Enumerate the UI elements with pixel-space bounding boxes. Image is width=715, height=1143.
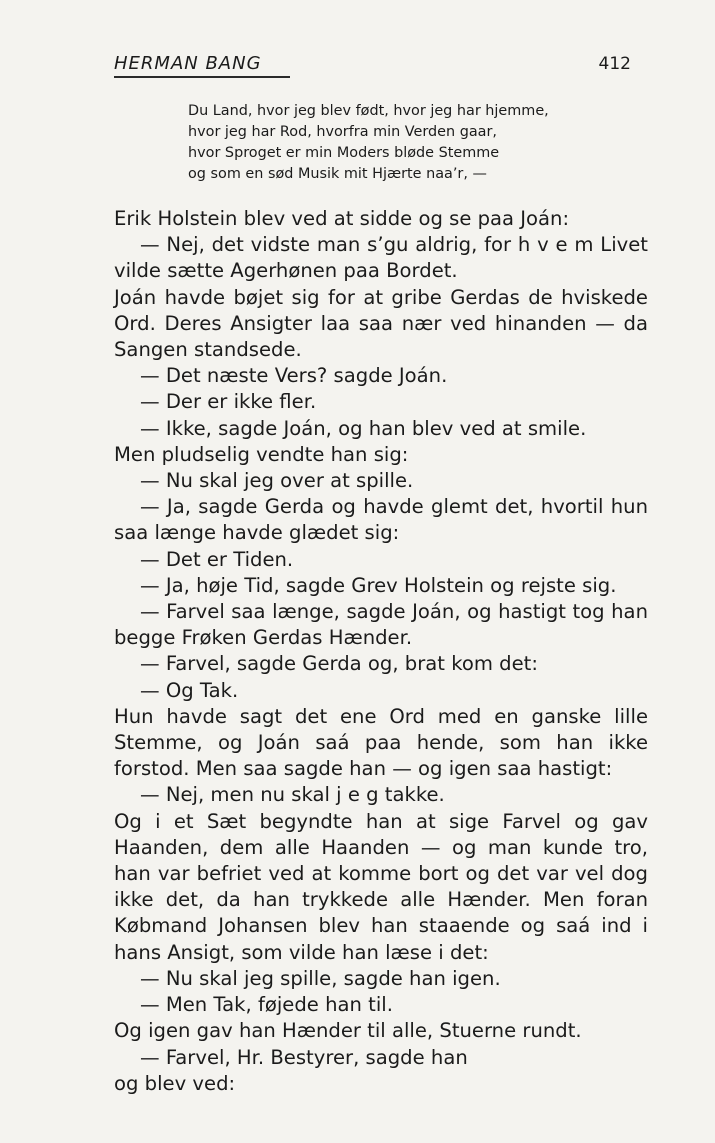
paragraph-text: — Nej, men nu skal j e g takke. [140, 783, 445, 807]
paragraph-text: Hun havde sagt det ene Ord med en ganske lille Stemme, og Joán saá paa hende, som han ikke forstod. Men saa sagde han — og igen saa hastigt: [114, 704, 655, 781]
page-number: 412 [598, 54, 631, 74]
paragraph-text: Og igen gav han Hænder til alle, Stuerne rundt. [114, 1019, 582, 1043]
paragraph-text: — Farvel, Hr. Bestyrer, sagde han [140, 1045, 468, 1069]
author-name: HERMAN BANG [114, 53, 262, 74]
paragraph-5 [114, 389, 648, 415]
verse-line-2: hvor jeg har Rod, hvorfra min Verden gaar, [188, 124, 497, 140]
paragraph-9 [114, 494, 655, 546]
paragraph-15 [114, 704, 655, 783]
paragraph-10 [114, 547, 648, 573]
running-header [114, 48, 631, 78]
paragraph-text: — Nu skal jeg spille, sagde han igen. [140, 966, 501, 990]
paragraph-text: — Ja, høje Tid, sagde Grev Holstein og rejste sig. [140, 573, 617, 597]
paragraph-text: Og i et Sæt begyndte han at sige Farvel og gav Haanden, dem alle Haanden — og man kunde tro, han var befriet ved at komme bort og det var vel dog ikke det, da han trykkede alle Hænder. Men foran Købmand Johansen blev han staaende og saá ind i hans Ansigt, som vilde han læse i det: [114, 809, 655, 964]
header-underline [114, 76, 290, 78]
paragraph-text: — Men Tak, føjede han til. [140, 993, 393, 1017]
verse-line-1: Du Land, hvor jeg blev født, hvor jeg har hjemme, [188, 103, 549, 119]
paragraph-19 [114, 992, 648, 1018]
paragraph-17 [114, 809, 655, 966]
paragraph-11 [114, 573, 648, 599]
paragraph-text: — Ja, sagde Gerda og havde glemt det, hvortil hun saa længe havde glædet sig: [114, 495, 655, 545]
paragraph-1 [114, 206, 648, 232]
paragraph-2 [114, 232, 655, 284]
paragraph-8 [114, 468, 648, 494]
paragraph-12 [114, 599, 655, 651]
paragraph-14 [114, 678, 648, 704]
paragraph-text: — Farvel, sagde Gerda og, brat kom det: [140, 652, 538, 676]
paragraph-text: — Og Tak. [140, 678, 239, 702]
paragraph-text: — Farvel saa længe, sagde Joán, og hastigt tog han begge Frøken Gerdas Hænder. [114, 600, 655, 650]
paragraph-text: — Nej, det vidste man s’gu aldrig, for h v e m Livet vilde sætte Agerhønen paa Bordet. [114, 233, 655, 283]
paragraph-18 [114, 966, 648, 992]
paragraph-text: Joán havde bøjet sig for at gribe Gerdas de hviskede Ord. Deres Ansigter laa saa nær ved hinanden — da Sangen standsede. [114, 285, 655, 362]
paragraph-text: — Nu skal jeg over at spille. [140, 469, 414, 493]
paragraph-21 [114, 1045, 648, 1071]
paragraph-text: — Ikke, sagde Joán, og han blev ved at smile. [140, 416, 587, 440]
paragraph-4 [114, 363, 648, 389]
paragraph-7 [114, 442, 648, 468]
paragraph-13 [114, 651, 648, 677]
paragraph-6 [114, 416, 648, 442]
paragraph-3 [114, 285, 655, 364]
paragraph-text: Erik Holstein blev ved at sidde og se paa Joán: [114, 207, 570, 230]
paragraph-22 [114, 1071, 648, 1097]
verse-line-3: hvor Sproget er min Moders bløde Stemme [188, 145, 500, 161]
paragraph-20 [114, 1018, 648, 1044]
paragraph-text: — Det næste Vers? sagde Joán. [140, 364, 448, 388]
epigraph-verse [188, 101, 549, 185]
verse-line-4: og som en sød Musik mit Hjærte naa’r, — [188, 166, 487, 182]
paragraph-text: — Der er ikke fler. [140, 390, 317, 414]
paragraph-text: Men pludselig vendte han sig: [114, 442, 409, 466]
paragraph-text: og blev ved: [114, 1071, 236, 1095]
paragraph-text: — Det er Tiden. [140, 547, 294, 571]
body-text [114, 206, 655, 1097]
paragraph-16 [114, 782, 648, 808]
